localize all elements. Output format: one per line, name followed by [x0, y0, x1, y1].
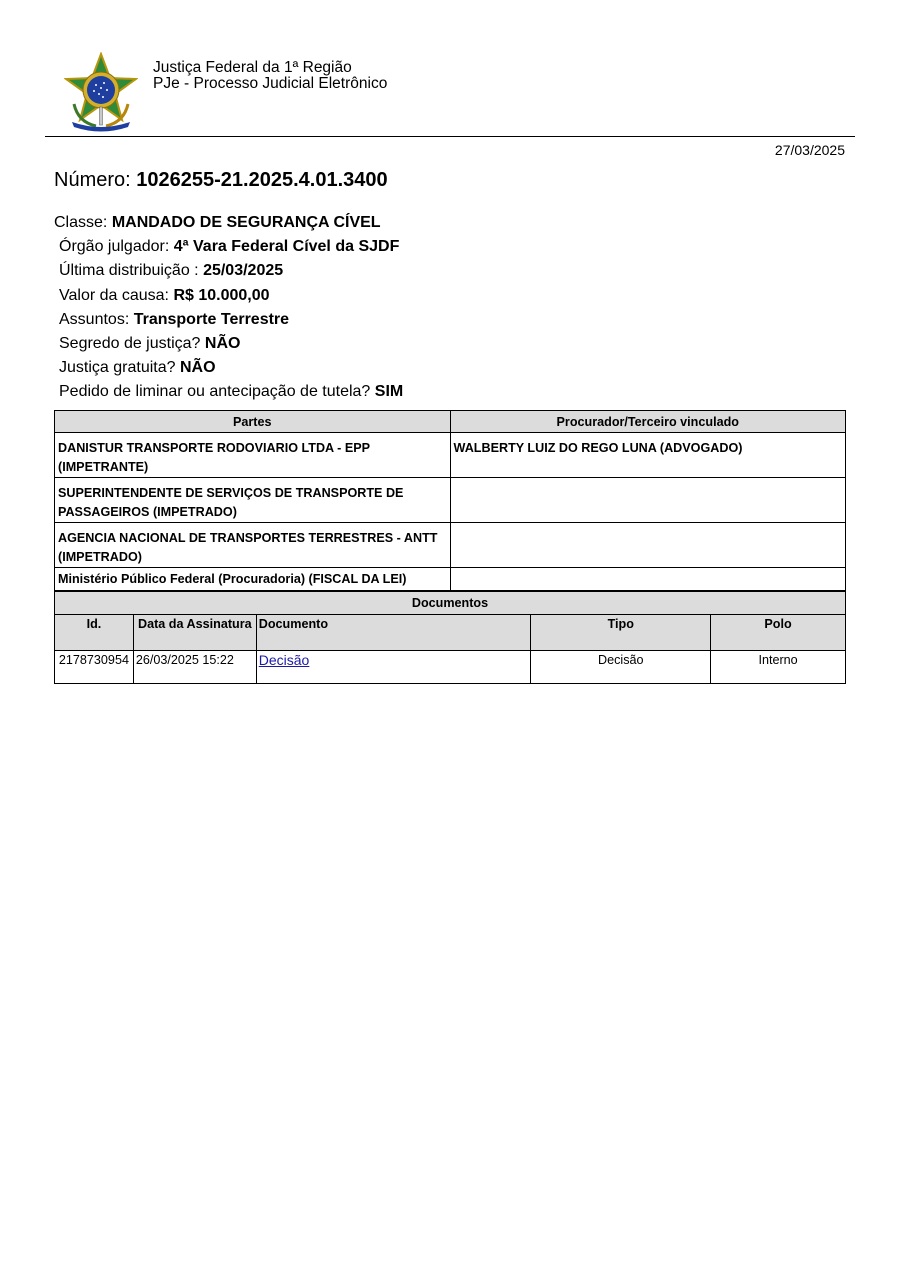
id-column-header: Id.	[55, 615, 134, 651]
parte-cell: SUPERINTENDENTE DE SERVIÇOS DE TRANSPORTE DE PASSAGEIROS (IMPETRADO)	[55, 478, 451, 523]
system-name: PJe - Processo Judicial Eletrônico	[153, 75, 388, 92]
header-divider	[45, 136, 855, 137]
document-polo-cell: Interno	[711, 651, 846, 684]
field-justica-gratuita: Justiça gratuita? NÃO	[59, 359, 216, 377]
field-segredo-de-justica: Segredo de justiça? NÃO	[59, 335, 241, 353]
field-valor-da-causa: Valor da causa: R$ 10.000,00	[59, 286, 270, 304]
tipo-column-header: Tipo	[531, 615, 711, 651]
documentos-title: Documentos	[55, 592, 846, 615]
partes-column-header: Partes	[55, 411, 451, 433]
procurador-cell	[450, 478, 846, 523]
partes-table	[54, 410, 846, 591]
field-assuntos: Assuntos: Transporte Terrestre	[59, 310, 290, 328]
field-ultima-distribuicao: Última distribuição : 25/03/2025	[59, 262, 284, 280]
table-row	[55, 651, 846, 684]
table-row	[55, 523, 846, 568]
table-row	[55, 478, 846, 523]
data-assinatura-column-header: Data da Assinatura	[133, 615, 256, 651]
process-fields	[54, 211, 403, 405]
documentos-header-row	[55, 615, 846, 651]
process-number	[54, 169, 388, 192]
court-name: Justiça Federal da 1ª Região	[153, 59, 352, 76]
issue-date: 27/03/2025	[774, 142, 845, 158]
document-date-cell: 26/03/2025 15:22	[133, 651, 256, 684]
field-orgao-julgador: Órgão julgador: 4ª Vara Federal Cível da SJDF	[59, 238, 400, 256]
process-number-value: 1026255-21.2025.4.01.3400	[136, 169, 388, 191]
procurador-cell	[450, 568, 846, 591]
parte-cell: AGENCIA NACIONAL DE TRANSPORTES TERRESTRES - ANTT (IMPETRADO)	[55, 523, 451, 568]
documentos-table	[54, 591, 846, 684]
table-row	[55, 433, 846, 478]
field-pedido-de-liminar: Pedido de liminar ou antecipação de tutela? SIM	[59, 383, 404, 401]
table-row	[55, 568, 846, 591]
procurador-column-header: Procurador/Terceiro vinculado	[450, 411, 846, 433]
parte-cell: DANISTUR TRANSPORTE RODOVIARIO LTDA - EPP (IMPETRANTE)	[55, 433, 451, 478]
procurador-cell	[450, 523, 846, 568]
document-type-cell: Decisão	[531, 651, 711, 684]
procurador-cell: WALBERTY LUIZ DO REGO LUNA (ADVOGADO)	[450, 433, 846, 478]
partes-header-row	[55, 411, 846, 433]
documento-column-header: Documento	[256, 615, 531, 651]
polo-column-header: Polo	[711, 615, 846, 651]
document-name-cell	[256, 651, 531, 684]
document-id-cell: 2178730954	[55, 651, 134, 684]
process-number-label: Número:	[54, 169, 131, 191]
parte-cell: Ministério Público Federal (Procuradoria) (FISCAL DA LEI)	[55, 568, 451, 591]
field-classe: Classe: MANDADO DE SEGURANÇA CÍVEL	[54, 214, 381, 231]
document-header	[62, 52, 862, 136]
header-text	[153, 60, 387, 92]
brazil-coat-of-arms-icon	[64, 52, 138, 132]
documentos-title-row	[55, 592, 846, 615]
document-link[interactable]: Decisão	[258, 652, 310, 668]
